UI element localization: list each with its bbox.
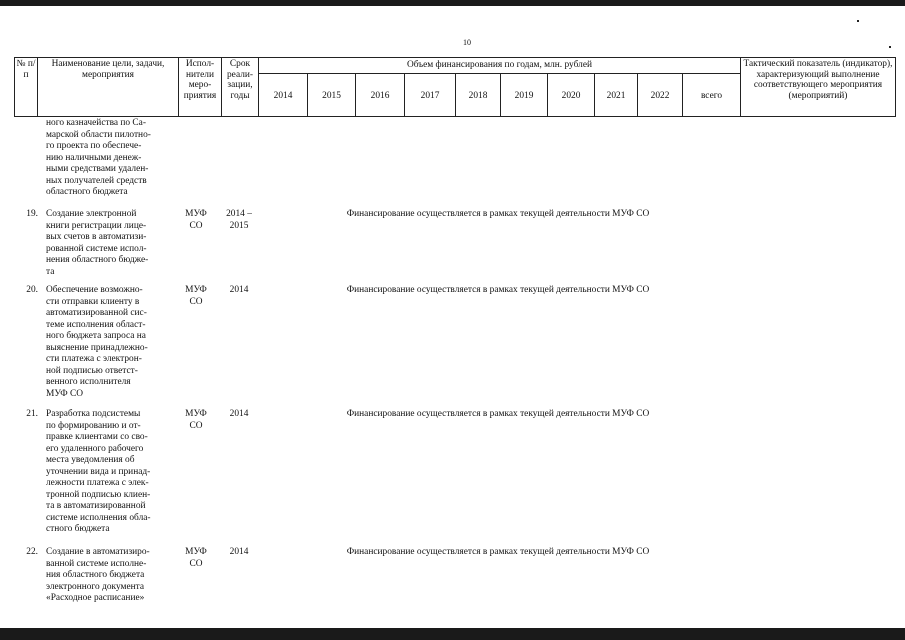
row-funding: Финансирование осуществляется в рамках текущей деятельности МУФ СО bbox=[346, 409, 650, 419]
row-name: Обеспечение возможно- сти отправки клиенту в автоматизированной сис- теме исполнения област- ного бюджета запроса на выяснение принадлежно- сти платежа с электрон- ной подписью ответст- венного исполнителя МУФ СО bbox=[46, 285, 148, 399]
row-name: ного казначейства по Са- марской области пилотно- го проекта по обеспече- нию наличными денеж- ными средствами удален- ных получателей средств областного бюджета bbox=[46, 118, 151, 197]
scan-speck bbox=[857, 20, 859, 22]
row-number: 20. bbox=[26, 285, 38, 295]
header-year: 2020 bbox=[561, 91, 581, 101]
row-period: 2014 bbox=[229, 285, 249, 295]
header-total: всего bbox=[700, 91, 723, 101]
header-year: 2019 bbox=[514, 91, 534, 101]
row-period: 2014 bbox=[229, 547, 249, 557]
header-vline bbox=[895, 57, 896, 117]
row-name: Создание электронной книги регистрации лице- вых счетов в автоматизи- рованной системе испол- нения областного бюдже- та bbox=[46, 209, 149, 277]
row-executor: МУФ СО bbox=[185, 409, 207, 431]
header-border-top bbox=[14, 57, 896, 58]
header-year: 2021 bbox=[606, 91, 626, 101]
header-year: 2017 bbox=[420, 91, 440, 101]
header-vline bbox=[740, 57, 741, 117]
row-number: 19. bbox=[26, 209, 38, 219]
header-indicator: Тактический показатель (индикатор), характеризующий выполнение соответствующего мероприятия (мероприятий) bbox=[743, 59, 893, 101]
header-vline bbox=[37, 57, 38, 117]
row-number: 22. bbox=[26, 547, 38, 557]
header-name: Наименование цели, задачи, мероприятия bbox=[51, 59, 165, 80]
scan-border-top bbox=[0, 0, 905, 6]
row-funding: Финансирование осуществляется в рамках текущей деятельности МУФ СО bbox=[346, 547, 650, 557]
page-number: 10 bbox=[463, 38, 471, 47]
table-header bbox=[14, 57, 896, 117]
row-executor: МУФ СО bbox=[185, 547, 207, 569]
header-period: Срок реали-зации, годы bbox=[226, 59, 254, 101]
header-year: 2022 bbox=[650, 91, 670, 101]
row-executor: МУФ СО bbox=[185, 209, 207, 231]
row-funding: Финансирование осуществляется в рамках текущей деятельности МУФ СО bbox=[346, 285, 650, 295]
header-year: 2016 bbox=[370, 91, 390, 101]
header-year: 2018 bbox=[468, 91, 488, 101]
header-executors: Испол-нители меро-приятия bbox=[183, 59, 217, 101]
row-number: 21. bbox=[26, 409, 38, 419]
row-period: 2014 – 2015 bbox=[226, 209, 252, 231]
row-funding: Финансирование осуществляется в рамках текущей деятельности МУФ СО bbox=[346, 209, 650, 219]
header-funding: Объем финансирования по годам, млн. рублей bbox=[406, 60, 593, 70]
header-vline bbox=[14, 57, 15, 117]
scan-speck bbox=[889, 46, 891, 48]
header-num: № п/п bbox=[16, 59, 36, 80]
row-name: Разработка подсистемы по формированию и от- правке клиентами со сво- его удаленного рабочего места уведомления об уточнении вида и принад- лежности платежа с элек- тронной подписью клиен- та в автоматизированной системе исполнения обла- стного бюджета bbox=[46, 409, 151, 534]
row-period: 2014 bbox=[229, 409, 249, 419]
scan-border-bottom bbox=[0, 628, 905, 640]
header-year: 2015 bbox=[322, 91, 341, 101]
header-year: 2014 bbox=[273, 91, 293, 101]
row-name: Создание в автоматизиро- ванной системе исполне- ния областного бюджета электронного документа «Расходное расписание» bbox=[46, 547, 150, 603]
header-year-divider bbox=[258, 73, 740, 74]
row-executor: МУФ СО bbox=[185, 285, 207, 307]
